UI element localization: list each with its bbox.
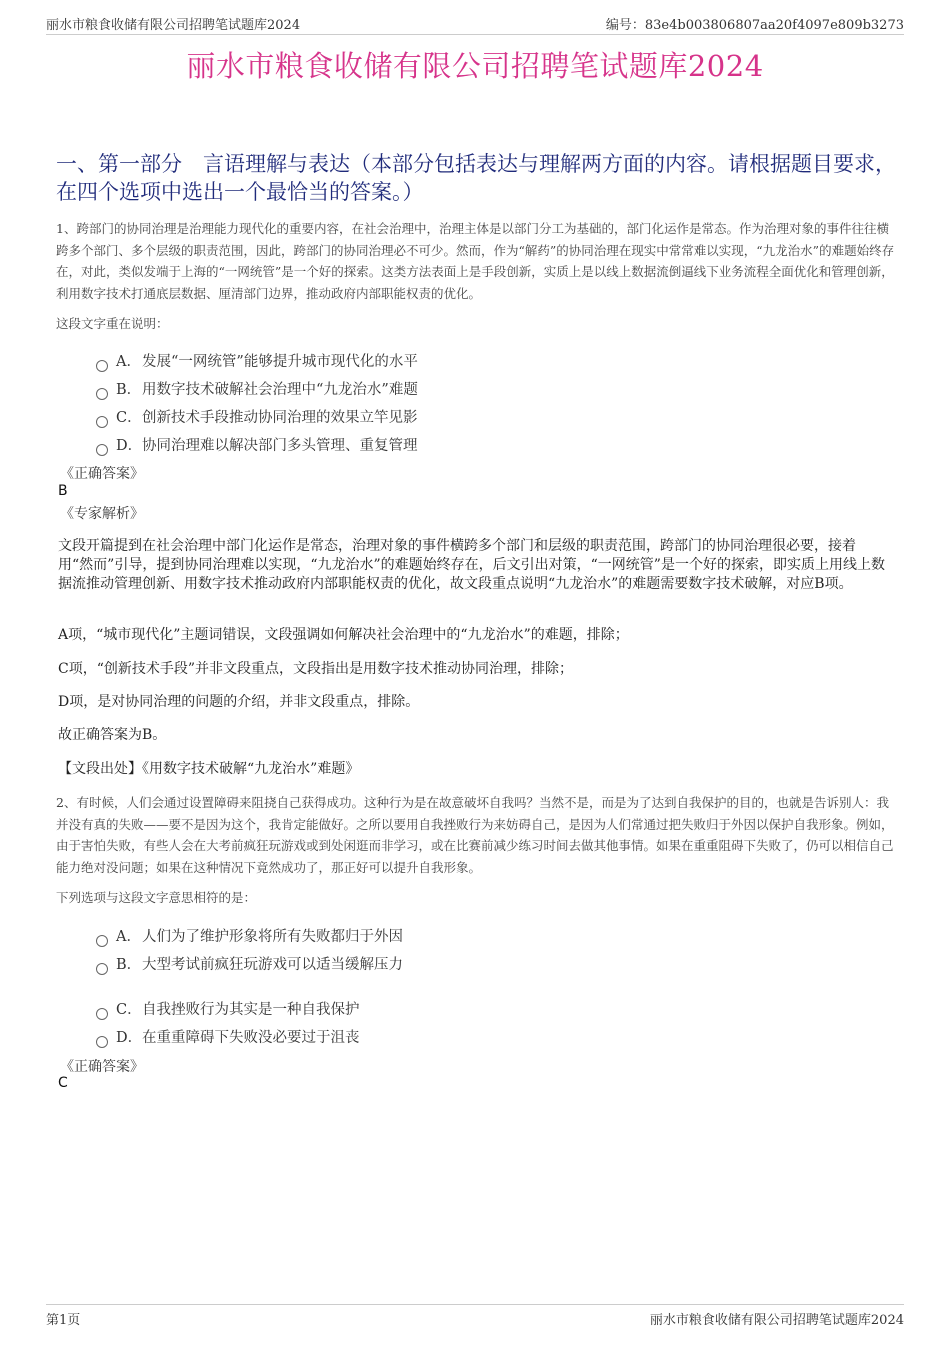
section-heading: 一、第一部分 言语理解与表达（本部分包括表达与理解两方面的内容。请根据题目要求，在四个选项中选出一个最恰当的答案。） <box>56 152 896 204</box>
radio-icon[interactable] <box>96 935 108 947</box>
document-title: 丽水市粮食收储有限公司招聘笔试题库2024 <box>186 49 764 83</box>
radio-icon[interactable] <box>96 963 108 975</box>
radio-icon[interactable] <box>96 1036 108 1048</box>
q1-analysis-d: D项，是对协同治理的问题的介绍，并非文段重点，排除。 <box>58 694 420 710</box>
q1-source: 【文段出处】《用数字技术破解“九龙治水”难题》 <box>58 761 360 777</box>
header-title: 丽水市粮食收储有限公司招聘笔试题库2024 <box>46 18 301 33</box>
page-header <box>46 12 904 35</box>
q1-analysis-a: A项，“城市现代化”主题词错误，文段强调如何解决社会治理中的“九龙治水”的难题，排除； <box>58 627 629 643</box>
q2-option-a[interactable]: A．人们为了维护形象将所有失败都归于外因 <box>96 925 403 945</box>
q2-answer-label: 《正确答案》 <box>60 1059 144 1075</box>
q1-conclusion: 故正确答案为B。 <box>58 727 167 743</box>
radio-icon[interactable] <box>96 416 108 428</box>
q2-option-b[interactable]: B．大型考试前疯狂玩游戏可以适当缓解压力 <box>96 953 403 973</box>
q1-option-b[interactable]: B．用数字技术破解社会治理中“九龙治水”难题 <box>96 378 418 398</box>
q1-analysis-label: 《专家解析》 <box>60 506 144 522</box>
page-number: 第1页 <box>46 1313 81 1328</box>
q1-option-d[interactable]: D．协同治理难以解决部门多头管理、重复管理 <box>96 434 418 454</box>
question-1-text: 1、跨部门的协同治理是治理能力现代化的重要内容，在社会治理中，治理主体是以部门分工为基础的，部门化运作是常态。作为治理对象的事件往往横跨多个部门、多个层级的职责范围，因此，跨部门的协同治理必不可少。然而，作为“解药”的协同治理在现实中常常难以实现，“九龙治水”的难题始终存在，对此，类似发端于上海的“一网统管”是一个好的探索。这类方法表面上是手段创新，实质上是以线上数据流倒逼线下业务流程全面优化和管理创新，利用数字技术打通底层数据、厘清部门边界，推动政府内部职能权责的优化。 <box>56 221 895 301</box>
radio-icon[interactable] <box>96 388 108 400</box>
q1-answer-label: 《正确答案》 <box>60 466 144 482</box>
header-serial: 编号：83e4b003806807aa20f4097e809b3273 <box>605 18 904 33</box>
footer-title: 丽水市粮食收储有限公司招聘笔试题库2024 <box>649 1313 904 1328</box>
q1-analysis-c: C项，“创新技术手段”并非文段重点，文段指出是用数字技术推动协同治理，排除； <box>58 661 574 677</box>
question-2-prompt: 下列选项与这段文字意思相符的是： <box>56 890 257 905</box>
question-2-text: 2、有时候，人们会通过设置障碍来阻挠自己获得成功。这种行为是在故意破坏自我吗？当然不是，而是为了达到自我保护的目的，也就是告诉别人：我并没有真的失败——要不是因为这个，我肯定能做好。之所以要用自我挫败行为来妨碍自己，是因为人们常通过把失败归于外因以保护自我形象。例如，由于害怕失败，有些人会在大考前疯狂玩游戏或到处闲逛而非学习，或在比赛前减少练习时间去做其他事情。如果在重重阻碍下失败了，仍可以相信自己能力绝对没问题；如果在这种情况下竟然成功了，那正好可以提升自我形象。 <box>56 795 894 875</box>
q2-option-c[interactable]: C．自我挫败行为其实是一种自我保护 <box>96 998 360 1018</box>
q1-option-a[interactable]: A．发展“一网统管”能够提升城市现代化的水平 <box>96 350 418 370</box>
page-footer <box>46 1304 904 1328</box>
q1-answer: B <box>58 483 68 499</box>
question-1-prompt: 这段文字重在说明： <box>56 316 169 331</box>
radio-icon[interactable] <box>96 360 108 372</box>
q1-analysis-main: 文段开篇提到在社会治理中部门化运作是常态，治理对象的事件横跨多个部门和层级的职责范围，跨部门的协同治理很必要，接着用“然而”引导，提到协同治理难以实现，“九龙治水”的难题始终存在，后文引出对策，“一网统管”是一个好的探索，即实质上用线上数据流推动管理创新、用数字技术推动政府内部职能权责的优化，故文段重点说明“九龙治水”的难题需要数字技术破解，对应B项。 <box>58 538 885 592</box>
q1-option-c[interactable]: C．创新技术手段推动协同治理的效果立竿见影 <box>96 406 418 426</box>
q2-option-d[interactable]: D．在重重障碍下失败没必要过于沮丧 <box>96 1026 360 1046</box>
radio-icon[interactable] <box>96 1008 108 1020</box>
q2-answer: C <box>58 1075 68 1091</box>
radio-icon[interactable] <box>96 444 108 456</box>
